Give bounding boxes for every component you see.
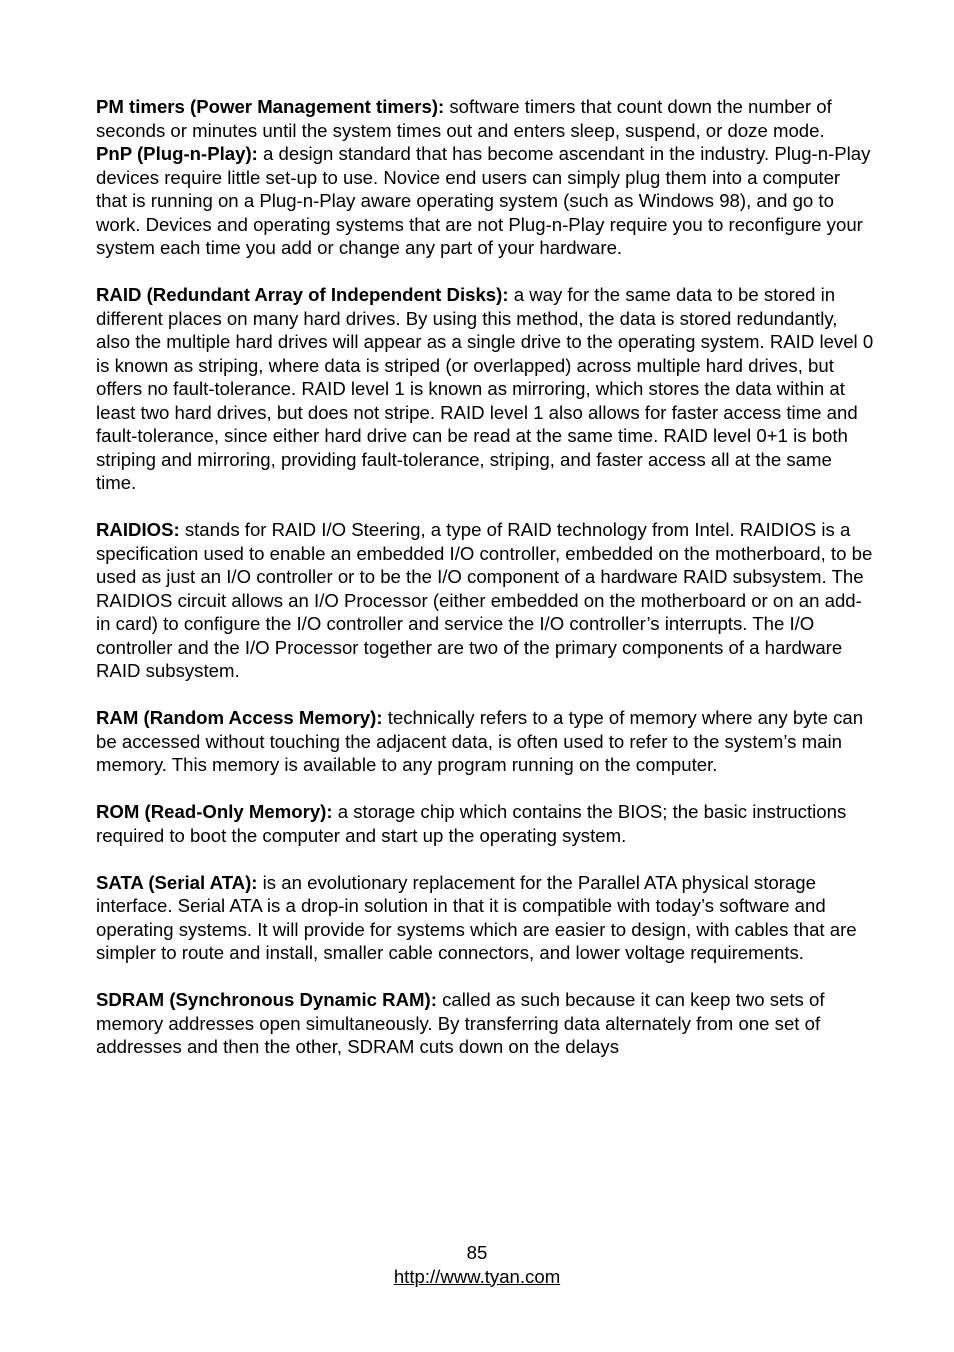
glossary-entry-pnp [96,142,876,260]
glossary-entry-rom [96,800,876,847]
glossary-entry-pm-timers [96,95,876,142]
glossary-definition: is an evolutionary replacement for the Parallel ATA physical storage interface. Serial ATA is a drop-in solution in that it is compatible with today’s software and operating systems. It will provide for systems which are easier to design, with cables that are simpler to route and install, smaller cable connectors, and lower voltage requirements. [96,871,857,963]
glossary-entry-raidios [96,518,876,683]
glossary-body [96,95,876,1059]
glossary-entry-sata [96,871,876,965]
glossary-entry-ram [96,706,876,777]
glossary-term: RAM (Random Access Memory): [96,707,383,728]
glossary-definition: a way for the same data to be stored in different places on many hard drives. By using this method, the data is stored redundantly, also the multiple hard drives will appear as a single drive to the operating system. RAID level 0 is known as striping, where data is striped (or overlapped) across multiple hard drives, but offers no fault-tolerance. RAID level 1 is known as mirroring, which stores the data within at least two hard drives, but does not stripe. RAID level 1 also allows for faster access time and fault-tolerance, since either hard drive can be read at the same time. RAID level 0+1 is both striping and mirroring, providing fault-tolerance, striping, and faster access all at the same time. [96,284,874,493]
glossary-term: ROM (Read-Only Memory): [96,801,333,822]
glossary-term: RAID (Redundant Array of Independent Disks): [96,284,509,305]
glossary-term: PnP (Plug-n-Play): [96,143,258,164]
glossary-definition: software timers that count down the number of seconds or minutes until the system times out and enters sleep, suspend, or doze mode. [96,96,832,141]
glossary-definition: stands for RAID I/O Steering, a type of RAID technology from Intel. RAIDIOS is a specification used to enable an embedded I/O controller, embedded on the motherboard, to be used as just an I/O controller or to be the I/O component of a hardware RAID subsystem. The RAIDIOS circuit allows an I/O Processor (either embedded on the motherboard or on an add-in card) to configure the I/O controller and service the I/O controller’s interrupts. The I/O controller and the I/O Processor together are two of the primary components of a hardware RAID subsystem. [96,519,873,681]
glossary-term: RAIDIOS: [96,519,180,540]
glossary-entry-raid [96,283,876,495]
glossary-definition: called as such because it can keep two sets of memory addresses open simultaneously. By transferring data alternately from one set of addresses and then the other, SDRAM cuts down on the delays [96,989,825,1057]
glossary-definition: a design standard that has become ascendant in the industry. Plug-n-Play devices require little set-up to use. Novice end users can simply plug them into a computer that is running on a Plug-n-Play aware operating system (such as Windows 98), and go to work. Devices and operating systems that are not Plug-n-Play require you to reconfigure your system each time you add or change any part of your hardware. [96,143,871,258]
glossary-term: SDRAM (Synchronous Dynamic RAM): [96,989,437,1010]
glossary-term: PM timers (Power Management timers): [96,96,445,117]
page-number: 85 [466,1242,488,1263]
footer-website-link[interactable]: http://www.tyan.com [393,1265,561,1287]
glossary-definition: technically refers to a type of memory where any byte can be accessed without touching the adjacent data, is often used to refer to the system’s main memory. This memory is available to any program running on the computer. [96,707,864,775]
glossary-entry-sdram [96,988,876,1059]
glossary-definition: a storage chip which contains the BIOS; the basic instructions required to boot the computer and start up the operating system. [96,801,847,846]
page-footer [0,1241,954,1288]
glossary-term: SATA (Serial ATA): [96,871,258,893]
